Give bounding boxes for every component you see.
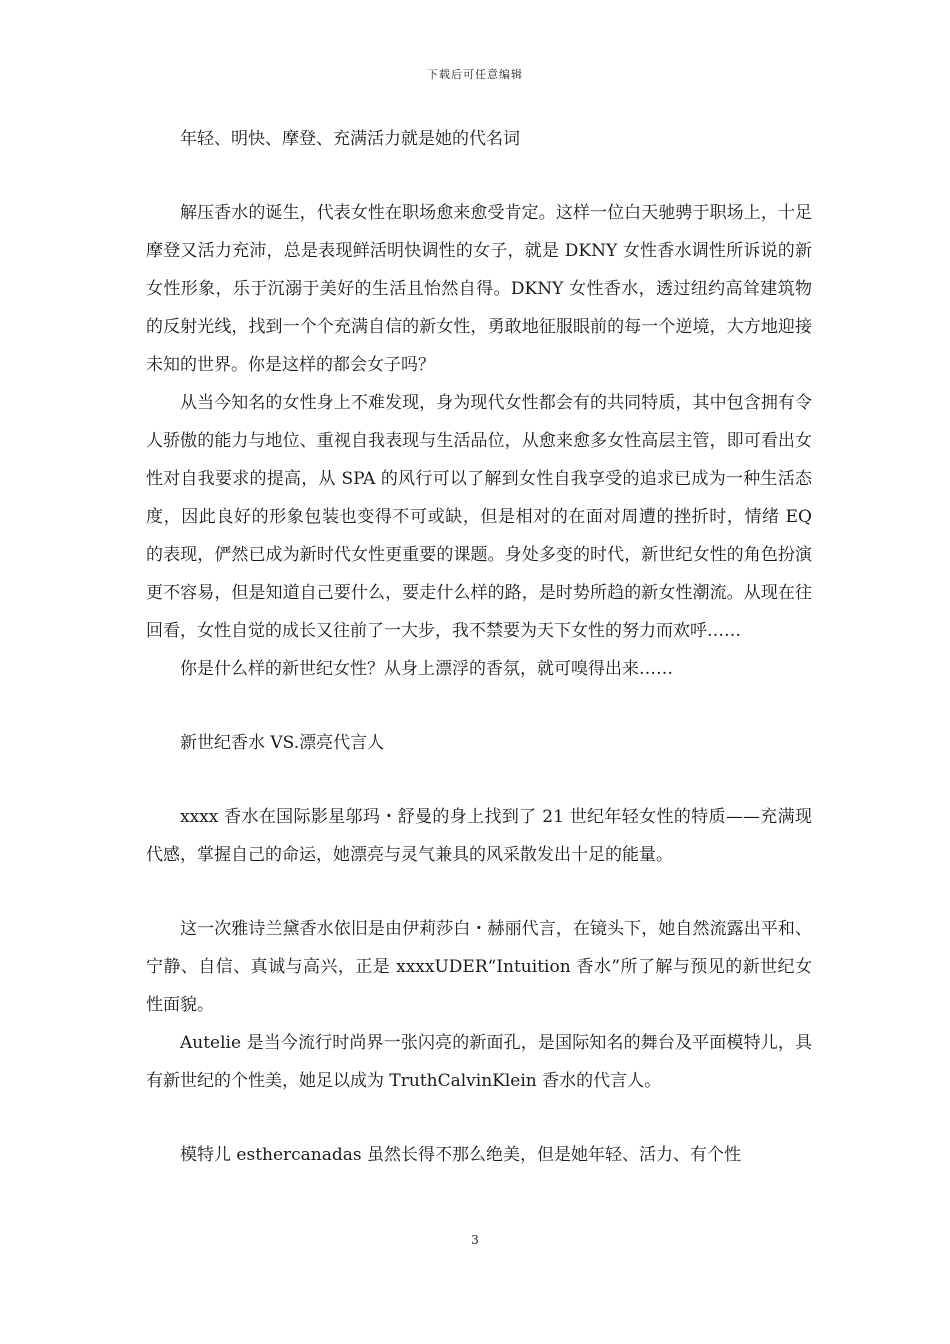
paragraph-dkny: 解压香水的诞生，代表女性在职场愈来愈受肯定。这样一位白天驰骋于职场上，十足摩登又活力充沛，总是表现鲜活明快调性的女子，就是 DKNY 女性香水调性所诉说的新女性形象，乐于沉溺于美好的生活且怡然自得。DKNY 女性香水，透过纽约高耸建筑物的反射光线，找到一个个充满自信的新女性，勇敢地征服眼前的每一个逆境，大方地迎接未知的世界。你是这样的都会女子吗？ bbox=[146, 203, 812, 375]
document-body bbox=[146, 120, 812, 1174]
paragraph-modern-women: 从当今知名的女性身上不难发现，身为现代女性都会有的共同特质，其中包含拥有令人骄傲的能力与地位、重视自我表现与生活品位，从愈来愈多女性高层主管，即可看出女性对自我要求的提高，从 SPA 的风行可以了解到女性自我享受的追求已成为一种生活态度，因此良好的形象包装也变得不可或缺，但是相对的在面对周遭的挫折时，情绪 EQ 的表现，俨然已成为新时代女性更重要的课题。身处多变的时代，新世纪女性的角色扮演更不容易，但是知道自己要什么，要走什么样的路，是时势所趋的新女性潮流。从现在往回看，女性自觉的成长又往前了一大步，我不禁要为天下女性的努力而欢呼…… bbox=[146, 393, 812, 641]
paragraph-estee: 这一次雅诗兰黛香水依旧是由伊莉莎白・赫丽代言，在镜头下，她自然流露出平和、宁静、自信、真诚与高兴，正是 xxxxUDER“Intuition 香水”所了解与预见的新世纪女性面貌。 bbox=[146, 919, 812, 1015]
paragraph-esther: 模特儿 esthercanadas 虽然长得不那么绝美，但是她年轻、活力、有个性 bbox=[180, 1145, 742, 1165]
page-header: 下载后可任意编辑 bbox=[427, 68, 523, 81]
page-number: 3 bbox=[471, 1233, 479, 1247]
paragraph-tagline: 年轻、明快、摩登、充满活力就是她的代名词 bbox=[180, 129, 520, 149]
paragraph-gap bbox=[146, 1100, 812, 1136]
paragraph-autelie: Autelie 是当今流行时尚界一张闪亮的新面孔，是国际知名的舞台及平面模特儿，具有新世纪的个性美，她足以成为 TruthCalvinKlein 香水的代言人。 bbox=[146, 1033, 812, 1091]
paragraph-gap bbox=[146, 874, 812, 910]
paragraph-uma: xxxx 香水在国际影星邬玛・舒曼的身上找到了 21 世纪年轻女性的特质——充满现代感，掌握自己的命运，她漂亮与灵气兼具的风采散发出十足的能量。 bbox=[146, 807, 812, 865]
paragraph-gap bbox=[146, 158, 812, 194]
paragraph-gap bbox=[146, 688, 812, 724]
paragraph-gap bbox=[146, 762, 812, 798]
section-heading: 新世纪香水 VS.漂亮代言人 bbox=[180, 733, 385, 753]
paragraph-question: 你是什么样的新世纪女性？从身上漂浮的香氛，就可嗅得出来…… bbox=[180, 659, 673, 679]
